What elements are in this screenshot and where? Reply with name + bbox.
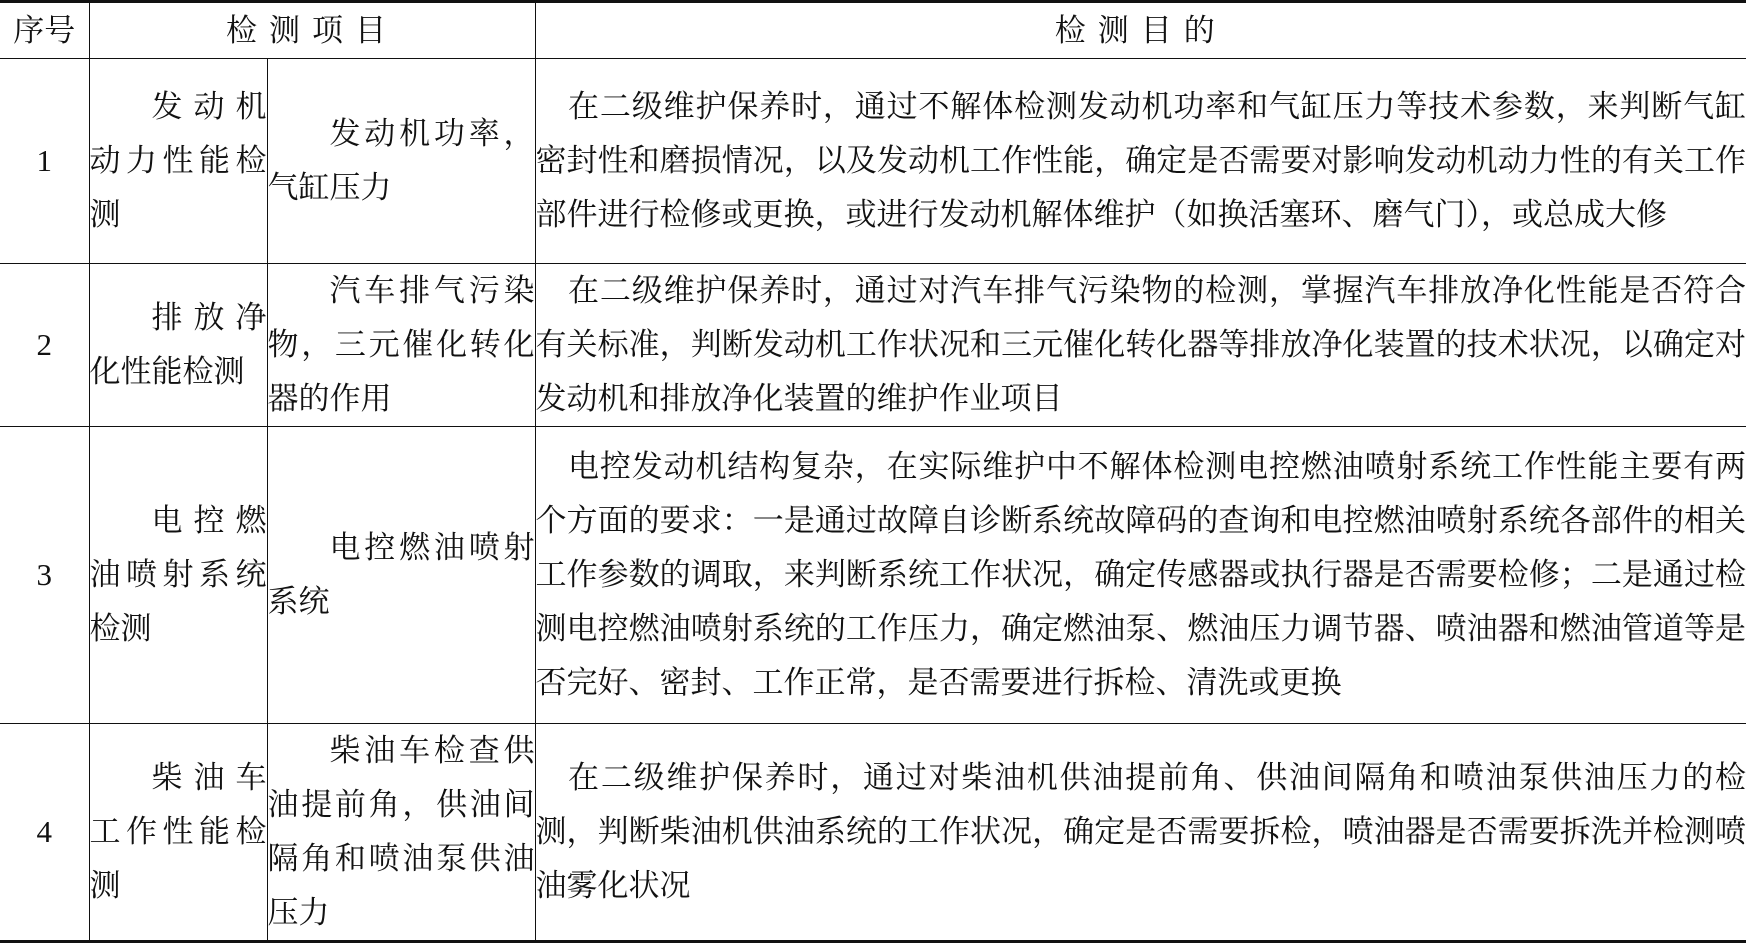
row-number: 1 — [0, 59, 89, 264]
header-item: 检测项目 — [89, 2, 535, 59]
row-item — [267, 724, 535, 942]
row-purpose-text: 在二级维护保养时，通过对汽车排气污染物的检测，掌握汽车排放净化性能是否符合有关标准，判断发动机工作状况和三元催化转化器等排放净化装置的技术状况，以确定对发动机和排放净化装置的维护作业项目 — [535, 273, 1746, 417]
table-header — [0, 2, 1746, 59]
row-category-text: 发动机动力性能检测 — [89, 89, 267, 233]
table-body — [0, 59, 1746, 942]
row-category — [89, 59, 267, 264]
row-category — [89, 264, 267, 427]
header-purpose: 检测目的 — [535, 2, 1746, 59]
row-item-text: 发动机功率，气缸压力 — [267, 116, 535, 206]
row-purpose — [535, 264, 1746, 427]
row-number: 2 — [0, 264, 89, 427]
row-item — [267, 427, 535, 724]
row-number: 3 — [0, 427, 89, 724]
row-item-text: 电控燃油喷射系统 — [267, 530, 535, 620]
table-row — [0, 59, 1746, 264]
row-purpose — [535, 427, 1746, 724]
header-no: 序号 — [0, 2, 89, 59]
row-purpose-text: 在二级维护保养时，通过不解体检测发动机功率和气缸压力等技术参数，来判断气缸密封性和磨损情况，以及发动机工作性能，确定是否需要对影响发动机动力性的有关工作部件进行检修或更换，或进行发动机解体维护（如换活塞环、磨气门），或总成大修 — [535, 89, 1746, 233]
row-purpose-text: 电控发动机结构复杂，在实际维护中不解体检测电控燃油喷射系统工作性能主要有两个方面的要求：一是通过故障自诊断系统故障码的查询和电控燃油喷射系统各部件的相关工作参数的调取，来判断系统工作状况，确定传感器或执行器是否需要检修；二是通过检测电控燃油喷射系统的工作压力，确定燃油泵、燃油压力调节器、喷油器和燃油管道等是否完好、密封、工作正常，是否需要进行拆检、清洗或更换 — [535, 449, 1746, 701]
row-item-text: 柴油车检查供油提前角，供油间隔角和喷油泵供油压力 — [267, 733, 535, 931]
row-purpose-text: 在二级维护保养时，通过对柴油机供油提前角、供油间隔角和喷油泵供油压力的检测，判断柴油机供油系统的工作状况，确定是否需要拆检，喷油器是否需要拆洗并检测喷油雾化状况 — [535, 760, 1746, 904]
row-purpose — [535, 59, 1746, 264]
row-purpose — [535, 724, 1746, 942]
row-item — [267, 264, 535, 427]
row-category — [89, 724, 267, 942]
row-item-text: 汽车排气污染物，三元催化转化器的作用 — [267, 273, 535, 417]
header-row — [0, 2, 1746, 59]
row-category-text: 柴油车工作性能检测 — [89, 760, 267, 904]
table-row — [0, 427, 1746, 724]
table-row — [0, 264, 1746, 427]
row-category-text: 电控燃油喷射系统检测 — [89, 503, 267, 647]
row-category-text: 排放净化性能检测 — [89, 300, 267, 390]
table-row — [0, 724, 1746, 942]
row-category — [89, 427, 267, 724]
row-number: 4 — [0, 724, 89, 942]
row-item — [267, 59, 535, 264]
